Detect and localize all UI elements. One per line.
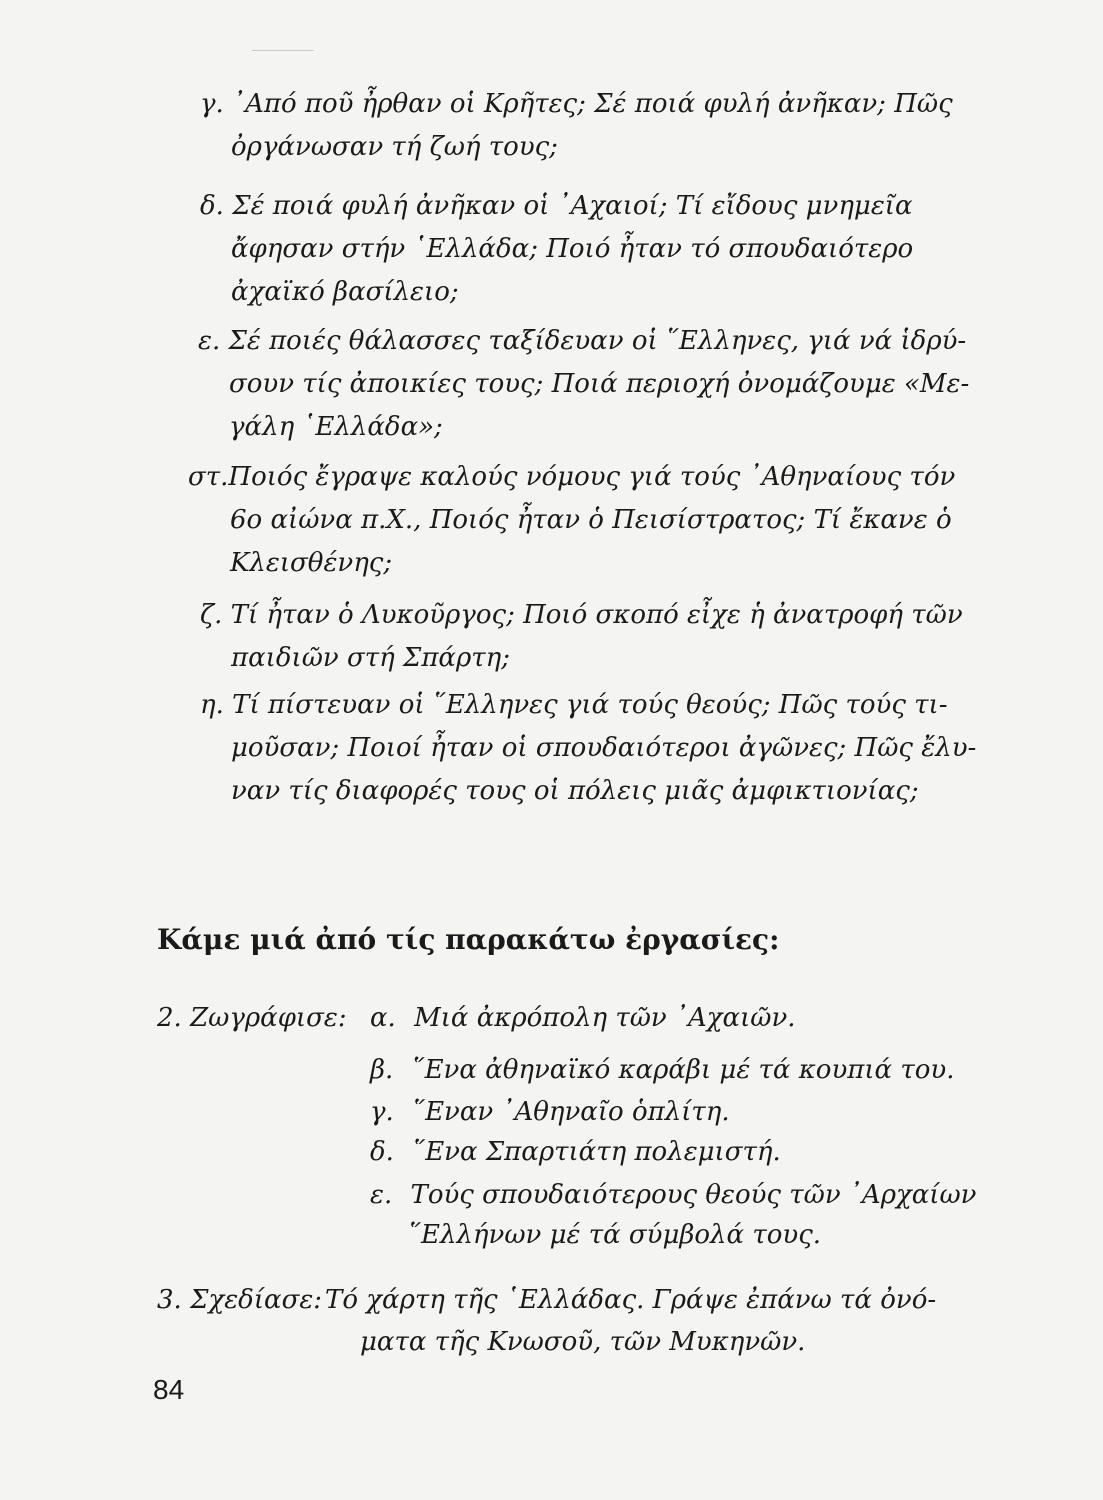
page-number: 84 [153, 1374, 185, 1405]
question-label: ζ. [200, 600, 223, 630]
question-label: στ. [188, 462, 229, 492]
item-label: β. [370, 1055, 394, 1085]
item-text: Μιά ἀκρόπολη τῶν ᾿Αχαιῶν. [414, 1003, 796, 1033]
question-label: η. [200, 690, 224, 720]
task-2-label: 2. Ζωγράφισε: [157, 1003, 347, 1033]
question-gamma [200, 83, 980, 169]
task-2-item [370, 1132, 781, 1172]
question-text: ᾿Από ποῦ ἦρθαν οἱ Κρῆτες; Σέ ποιά φυλή ἀνῆκαν; Πῶς [232, 89, 953, 119]
question-epsilon [198, 320, 998, 449]
item-label: ε. [370, 1180, 393, 1210]
question-text: Σέ ποιές θάλασσες ταξίδευαν οἱ ῞Ελληνες, γιά νά ἱδρύ- [228, 326, 967, 356]
decorative-rule [252, 50, 314, 51]
task-3-text: Τό χάρτη τῆς ῾Ελλάδας. Γράψε ἐπάνω τά ὀνό- [325, 1285, 937, 1315]
task-2-item [370, 998, 796, 1038]
question-text: παιδιῶν στή Σπάρτη; [231, 643, 510, 673]
question-eta [200, 684, 1000, 813]
task-3-text: ματα τῆς Κνωσοῦ, τῶν Μυκηνῶν. [360, 1327, 806, 1357]
task-2-continuation: ῞Ελλήνων μέ τά σύμβολά τους. [408, 1220, 822, 1250]
question-text: Ποιός ἔγραψε καλούς νόμους γιά τούς ᾿Αθηναίους τόν [228, 462, 956, 492]
question-text: Τί ἦταν ὁ Λυκοῦργος; Ποιό σκοπό εἶχε ἡ ἀνατροφή τῶν [230, 600, 963, 630]
question-text: ἀχαϊκό βασίλειο; [231, 277, 459, 307]
question-label: γ. [200, 89, 224, 119]
tasks-heading: Κάμε μιά ἀπό τίς παρακάτω ἐργασίες: [157, 923, 780, 956]
question-text: 6ο αἰώνα π.Χ., Ποιός ἦταν ὁ Πεισίστρατος; Τί ἔκανε ὁ [230, 505, 952, 535]
item-label: δ. [370, 1137, 394, 1167]
question-text: σουν τίς ἀποικίες τους; Ποιά περιοχή ὀνομάζουμε «Με- [229, 369, 970, 399]
task-2-item [370, 1050, 954, 1090]
question-text: ὀργάνωσαν τή ζωή τους; [231, 132, 558, 162]
question-text: γάλη ῾Ελλάδα»; [229, 412, 443, 442]
question-st [188, 456, 998, 585]
question-text: ἄφησαν στήν ῾Ελλάδα; Ποιό ἦταν τό σπουδαιότερο [231, 234, 914, 264]
item-label: γ. [370, 1097, 394, 1127]
question-zeta [200, 594, 1000, 680]
item-text: ῞Ενα ἀθηναϊκό καράβι μέ τά κουπιά του. [411, 1055, 955, 1085]
item-text: ῞Εναν ᾿Αθηναῖο ὁπλίτη. [412, 1097, 730, 1127]
task-3-label: 3. Σχεδίασε: [157, 1285, 323, 1315]
item-text: Τούς σπουδαιότερους θεούς τῶν ᾿Αρχαίων [410, 1180, 977, 1210]
question-label: δ. [200, 191, 224, 221]
task-2-item [370, 1175, 977, 1215]
question-text: μοῦσαν; Ποιοί ἦταν οἱ σπουδαιότεροι ἀγῶνες; Πῶς ἔλυ- [231, 733, 977, 763]
question-text: Κλεισθένης; [230, 548, 393, 578]
item-text: ῞Ενα Σπαρτιάτη πολεμιστή. [412, 1137, 781, 1167]
task-2-item [370, 1092, 730, 1132]
question-text: Σέ ποιά φυλή ἀνῆκαν οἱ ᾿Αχαιοί; Τί εἴδους μνημεῖα [232, 191, 913, 221]
question-label: ε. [198, 326, 221, 356]
question-text: ναν τίς διαφορές τους οἱ πόλεις μιᾶς ἀμφικτιονίας; [231, 776, 919, 806]
question-text: Τί πίστευαν οἱ ῞Ελληνες γιά τούς θεούς; Πῶς τούς τι- [232, 690, 948, 720]
item-label: α. [370, 1003, 396, 1033]
question-delta [200, 185, 990, 314]
